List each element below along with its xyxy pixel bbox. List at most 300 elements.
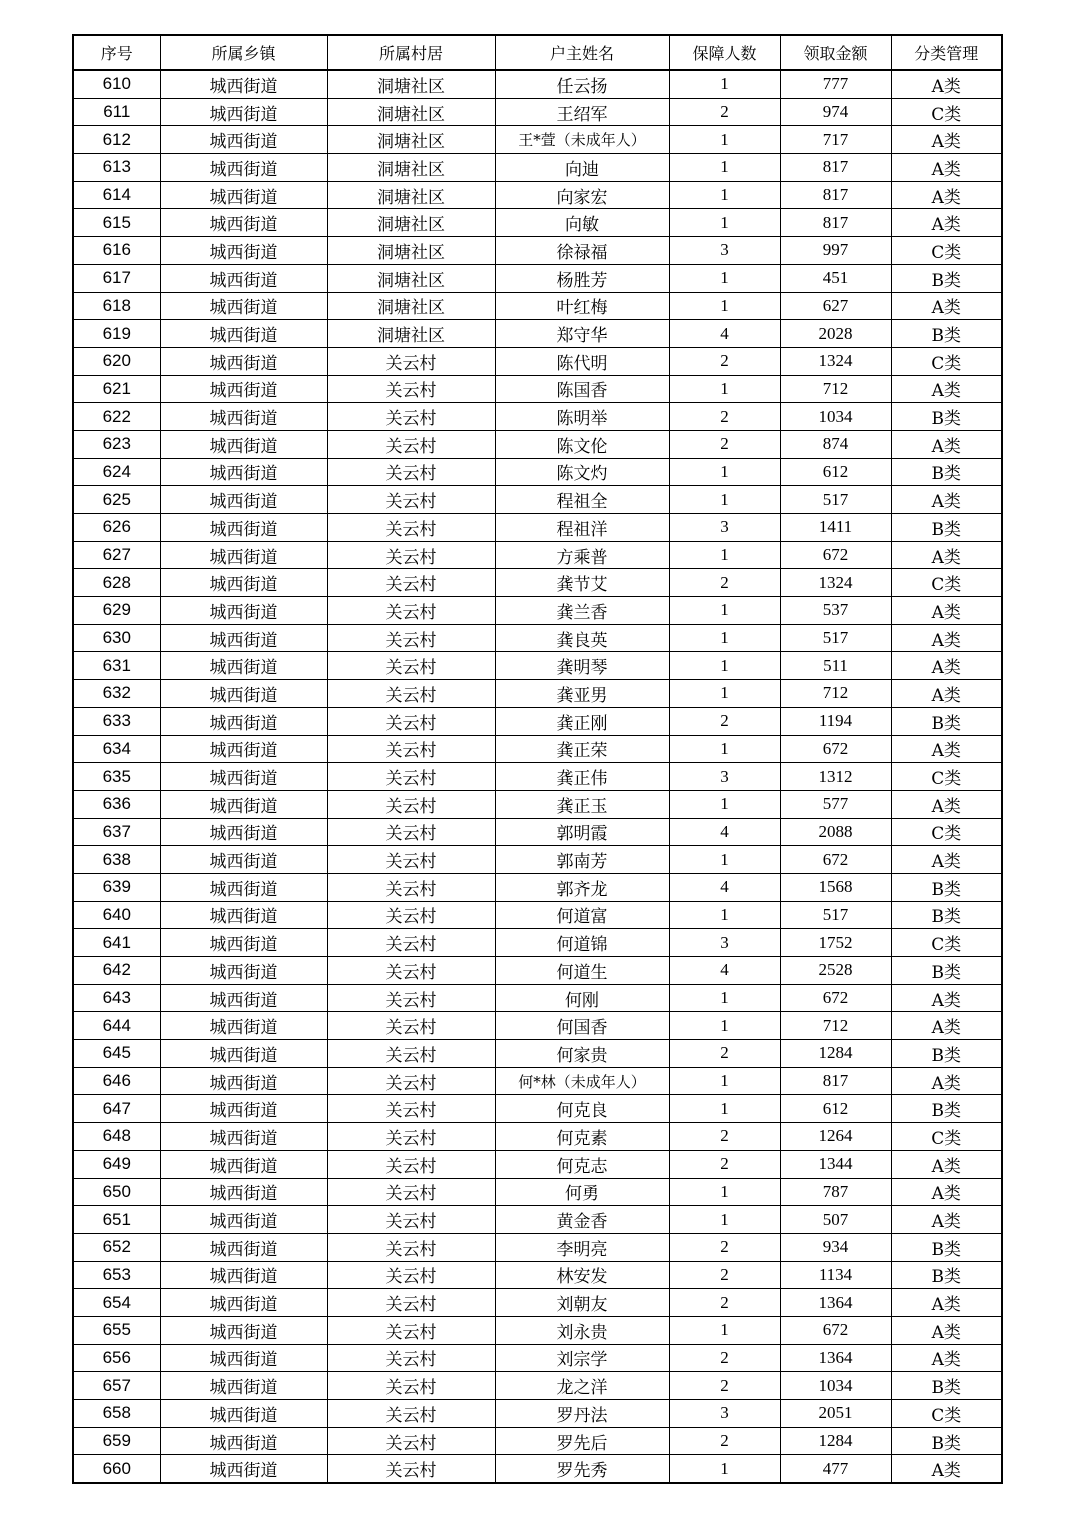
seq-cell: 653: [73, 1261, 160, 1289]
householder-cell: 何道生: [495, 957, 669, 985]
village-cell: 关云村: [327, 1012, 495, 1040]
amount-cell: 477: [780, 1455, 891, 1483]
township-cell: 城西街道: [160, 70, 327, 98]
seq-cell: 614: [73, 181, 160, 209]
amount-cell: 874: [780, 430, 891, 458]
header-seq: 序号: [73, 35, 160, 70]
table-row: [73, 514, 1002, 542]
village-cell: 洞塘社区: [327, 264, 495, 292]
seq-cell: 617: [73, 264, 160, 292]
table-row: [73, 1040, 1002, 1068]
persons-cell: 2: [669, 347, 780, 375]
township-cell: 城西街道: [160, 292, 327, 320]
village-cell: 关云村: [327, 818, 495, 846]
householder-cell: 程祖洋: [495, 514, 669, 542]
category-cell: B类: [891, 1427, 1002, 1455]
township-cell: 城西街道: [160, 569, 327, 597]
seq-cell: 632: [73, 680, 160, 708]
amount-cell: 1752: [780, 929, 891, 957]
amount-cell: 817: [780, 154, 891, 182]
village-cell: 关云村: [327, 403, 495, 431]
category-cell: B类: [891, 1233, 1002, 1261]
householder-cell: 龚正伟: [495, 763, 669, 791]
seq-cell: 619: [73, 320, 160, 348]
persons-cell: 1: [669, 901, 780, 929]
category-cell: A类: [891, 375, 1002, 403]
table-row: [73, 1455, 1002, 1483]
persons-cell: 1: [669, 597, 780, 625]
persons-cell: 2: [669, 1261, 780, 1289]
village-cell: 关云村: [327, 735, 495, 763]
amount-cell: 777: [780, 70, 891, 98]
township-cell: 城西街道: [160, 1123, 327, 1151]
persons-cell: 2: [669, 1344, 780, 1372]
township-cell: 城西街道: [160, 680, 327, 708]
amount-cell: 787: [780, 1178, 891, 1206]
persons-cell: 2: [669, 1040, 780, 1068]
persons-cell: 2: [669, 1372, 780, 1400]
township-cell: 城西街道: [160, 1427, 327, 1455]
seq-cell: 658: [73, 1400, 160, 1428]
householder-cell: 罗先后: [495, 1427, 669, 1455]
table-row: [73, 1095, 1002, 1123]
table-row: [73, 624, 1002, 652]
amount-cell: 1034: [780, 403, 891, 431]
category-cell: A类: [891, 735, 1002, 763]
category-cell: A类: [891, 1206, 1002, 1234]
householder-cell: 何克素: [495, 1123, 669, 1151]
amount-cell: 672: [780, 1316, 891, 1344]
category-cell: C类: [891, 818, 1002, 846]
category-cell: A类: [891, 846, 1002, 874]
amount-cell: 577: [780, 790, 891, 818]
seq-cell: 615: [73, 209, 160, 237]
persons-cell: 2: [669, 707, 780, 735]
village-cell: 关云村: [327, 1178, 495, 1206]
township-cell: 城西街道: [160, 597, 327, 625]
amount-cell: 2051: [780, 1400, 891, 1428]
township-cell: 城西街道: [160, 1206, 327, 1234]
seq-cell: 649: [73, 1150, 160, 1178]
amount-cell: 511: [780, 652, 891, 680]
township-cell: 城西街道: [160, 1178, 327, 1206]
seq-cell: 651: [73, 1206, 160, 1234]
village-cell: 关云村: [327, 1372, 495, 1400]
township-cell: 城西街道: [160, 375, 327, 403]
householder-cell: 何家贵: [495, 1040, 669, 1068]
category-cell: B类: [891, 1261, 1002, 1289]
village-cell: 关云村: [327, 957, 495, 985]
persons-cell: 1: [669, 70, 780, 98]
table-row: [73, 264, 1002, 292]
township-cell: 城西街道: [160, 1316, 327, 1344]
seq-cell: 613: [73, 154, 160, 182]
header-category: 分类管理: [891, 35, 1002, 70]
village-cell: 关云村: [327, 624, 495, 652]
village-cell: 洞塘社区: [327, 209, 495, 237]
table-row: [73, 846, 1002, 874]
seq-cell: 655: [73, 1316, 160, 1344]
category-cell: B类: [891, 320, 1002, 348]
householder-cell: 刘朝友: [495, 1289, 669, 1317]
persons-cell: 1: [669, 486, 780, 514]
table-row: [73, 70, 1002, 98]
table-row: [73, 1372, 1002, 1400]
seq-cell: 630: [73, 624, 160, 652]
table-row: [73, 1150, 1002, 1178]
amount-cell: 1568: [780, 873, 891, 901]
householder-cell: 何克良: [495, 1095, 669, 1123]
table-row: [73, 1178, 1002, 1206]
village-cell: 关云村: [327, 1123, 495, 1151]
persons-cell: 1: [669, 264, 780, 292]
village-cell: 洞塘社区: [327, 70, 495, 98]
category-cell: A类: [891, 430, 1002, 458]
seq-cell: 624: [73, 458, 160, 486]
table-row: [73, 98, 1002, 126]
amount-cell: 1312: [780, 763, 891, 791]
township-cell: 城西街道: [160, 1095, 327, 1123]
header-householder: 户主姓名: [495, 35, 669, 70]
seq-cell: 645: [73, 1040, 160, 1068]
householder-cell: 陈明举: [495, 403, 669, 431]
seq-cell: 643: [73, 984, 160, 1012]
householder-cell: 向敏: [495, 209, 669, 237]
householder-cell: 李明亮: [495, 1233, 669, 1261]
category-cell: A类: [891, 541, 1002, 569]
seq-cell: 654: [73, 1289, 160, 1317]
seq-cell: 628: [73, 569, 160, 597]
category-cell: A类: [891, 984, 1002, 1012]
amount-cell: 2028: [780, 320, 891, 348]
table-row: [73, 1012, 1002, 1040]
village-cell: 关云村: [327, 1150, 495, 1178]
amount-cell: 2528: [780, 957, 891, 985]
amount-cell: 507: [780, 1206, 891, 1234]
householder-cell: 何国香: [495, 1012, 669, 1040]
table-row: [73, 680, 1002, 708]
persons-cell: 1: [669, 1178, 780, 1206]
table-row: [73, 237, 1002, 265]
category-cell: B类: [891, 458, 1002, 486]
category-cell: C类: [891, 763, 1002, 791]
seq-cell: 633: [73, 707, 160, 735]
amount-cell: 672: [780, 541, 891, 569]
seq-cell: 639: [73, 873, 160, 901]
persons-cell: 2: [669, 98, 780, 126]
table-row: [73, 1067, 1002, 1095]
village-cell: 关云村: [327, 1261, 495, 1289]
householder-cell: 何刚: [495, 984, 669, 1012]
householder-cell: 向迪: [495, 154, 669, 182]
amount-cell: 1344: [780, 1150, 891, 1178]
persons-cell: 1: [669, 292, 780, 320]
seq-cell: 625: [73, 486, 160, 514]
category-cell: A类: [891, 790, 1002, 818]
category-cell: A类: [891, 652, 1002, 680]
village-cell: 洞塘社区: [327, 154, 495, 182]
village-cell: 关云村: [327, 1344, 495, 1372]
seq-cell: 611: [73, 98, 160, 126]
amount-cell: 517: [780, 486, 891, 514]
seq-cell: 638: [73, 846, 160, 874]
table-row: [73, 347, 1002, 375]
persons-cell: 1: [669, 735, 780, 763]
householder-cell: 陈文灼: [495, 458, 669, 486]
table-row: [73, 1261, 1002, 1289]
amount-cell: 712: [780, 375, 891, 403]
amount-cell: 517: [780, 624, 891, 652]
township-cell: 城西街道: [160, 209, 327, 237]
seq-cell: 660: [73, 1455, 160, 1483]
persons-cell: 1: [669, 624, 780, 652]
householder-cell: 黄金香: [495, 1206, 669, 1234]
householder-cell: 龚节艾: [495, 569, 669, 597]
village-cell: 关云村: [327, 458, 495, 486]
category-cell: B类: [891, 514, 1002, 542]
category-cell: C类: [891, 1123, 1002, 1151]
seq-cell: 635: [73, 763, 160, 791]
category-cell: A类: [891, 1178, 1002, 1206]
amount-cell: 712: [780, 1012, 891, 1040]
township-cell: 城西街道: [160, 430, 327, 458]
township-cell: 城西街道: [160, 624, 327, 652]
amount-cell: 1324: [780, 347, 891, 375]
persons-cell: 1: [669, 846, 780, 874]
township-cell: 城西街道: [160, 929, 327, 957]
amount-cell: 717: [780, 126, 891, 154]
table-row: [73, 873, 1002, 901]
category-cell: C类: [891, 347, 1002, 375]
amount-cell: 612: [780, 1095, 891, 1123]
village-cell: 关云村: [327, 1427, 495, 1455]
township-cell: 城西街道: [160, 1289, 327, 1317]
village-cell: 关云村: [327, 929, 495, 957]
township-cell: 城西街道: [160, 901, 327, 929]
table-row: [73, 763, 1002, 791]
table-row: [73, 901, 1002, 929]
header-township: 所属乡镇: [160, 35, 327, 70]
seq-cell: 657: [73, 1372, 160, 1400]
category-cell: A类: [891, 1067, 1002, 1095]
amount-cell: 997: [780, 237, 891, 265]
amount-cell: 1284: [780, 1040, 891, 1068]
householder-cell: 龚正刚: [495, 707, 669, 735]
seq-cell: 631: [73, 652, 160, 680]
persons-cell: 1: [669, 375, 780, 403]
township-cell: 城西街道: [160, 1400, 327, 1428]
householder-cell: 罗丹法: [495, 1400, 669, 1428]
persons-cell: 4: [669, 957, 780, 985]
township-cell: 城西街道: [160, 957, 327, 985]
amount-cell: 2088: [780, 818, 891, 846]
village-cell: 关云村: [327, 1067, 495, 1095]
persons-cell: 2: [669, 1150, 780, 1178]
township-cell: 城西街道: [160, 846, 327, 874]
householder-cell: 任云扬: [495, 70, 669, 98]
category-cell: A类: [891, 1455, 1002, 1483]
householder-cell: 何*林（未成年人）: [495, 1067, 669, 1095]
seq-cell: 622: [73, 403, 160, 431]
category-cell: B类: [891, 707, 1002, 735]
township-cell: 城西街道: [160, 984, 327, 1012]
township-cell: 城西街道: [160, 1012, 327, 1040]
township-cell: 城西街道: [160, 458, 327, 486]
village-cell: 关云村: [327, 846, 495, 874]
table-row: [73, 1344, 1002, 1372]
township-cell: 城西街道: [160, 264, 327, 292]
persons-cell: 2: [669, 1123, 780, 1151]
seq-cell: 640: [73, 901, 160, 929]
table-row: [73, 1316, 1002, 1344]
seq-cell: 648: [73, 1123, 160, 1151]
village-cell: 关云村: [327, 1400, 495, 1428]
document-sheet: [72, 34, 1003, 1484]
householder-cell: 陈文伦: [495, 430, 669, 458]
seq-cell: 646: [73, 1067, 160, 1095]
persons-cell: 4: [669, 818, 780, 846]
householder-cell: 徐禄福: [495, 237, 669, 265]
table-row: [73, 929, 1002, 957]
village-cell: 关云村: [327, 1233, 495, 1261]
village-cell: 关云村: [327, 763, 495, 791]
table-row: [73, 597, 1002, 625]
village-cell: 关云村: [327, 541, 495, 569]
householder-cell: 何道锦: [495, 929, 669, 957]
category-cell: A类: [891, 70, 1002, 98]
amount-cell: 627: [780, 292, 891, 320]
category-cell: A类: [891, 624, 1002, 652]
persons-cell: 4: [669, 873, 780, 901]
township-cell: 城西街道: [160, 320, 327, 348]
seq-cell: 637: [73, 818, 160, 846]
category-cell: C类: [891, 929, 1002, 957]
category-cell: B类: [891, 1040, 1002, 1068]
table-row: [73, 707, 1002, 735]
householder-cell: 何道富: [495, 901, 669, 929]
village-cell: 关云村: [327, 680, 495, 708]
village-cell: 洞塘社区: [327, 320, 495, 348]
category-cell: C类: [891, 569, 1002, 597]
seq-cell: 629: [73, 597, 160, 625]
persons-cell: 1: [669, 652, 780, 680]
seq-cell: 644: [73, 1012, 160, 1040]
householder-cell: 郭南芳: [495, 846, 669, 874]
category-cell: B类: [891, 264, 1002, 292]
persons-cell: 1: [669, 1067, 780, 1095]
village-cell: 洞塘社区: [327, 98, 495, 126]
seq-cell: 650: [73, 1178, 160, 1206]
header-village: 所属村居: [327, 35, 495, 70]
persons-cell: 3: [669, 929, 780, 957]
householder-cell: 龚良英: [495, 624, 669, 652]
seq-cell: 652: [73, 1233, 160, 1261]
table-row: [73, 181, 1002, 209]
householder-cell: 龙之洋: [495, 1372, 669, 1400]
village-cell: 关云村: [327, 430, 495, 458]
village-cell: 关云村: [327, 514, 495, 542]
householder-cell: 郭齐龙: [495, 873, 669, 901]
table-row: [73, 458, 1002, 486]
category-cell: C类: [891, 237, 1002, 265]
amount-cell: 1034: [780, 1372, 891, 1400]
table-row: [73, 375, 1002, 403]
seq-cell: 620: [73, 347, 160, 375]
township-cell: 城西街道: [160, 652, 327, 680]
township-cell: 城西街道: [160, 154, 327, 182]
category-cell: A类: [891, 1289, 1002, 1317]
township-cell: 城西街道: [160, 1150, 327, 1178]
householder-cell: 刘永贵: [495, 1316, 669, 1344]
persons-cell: 1: [669, 1206, 780, 1234]
category-cell: B类: [891, 1372, 1002, 1400]
table-row: [73, 1289, 1002, 1317]
township-cell: 城西街道: [160, 790, 327, 818]
persons-cell: 1: [669, 1012, 780, 1040]
category-cell: A类: [891, 1012, 1002, 1040]
category-cell: A类: [891, 1150, 1002, 1178]
table-row: [73, 1123, 1002, 1151]
persons-cell: 1: [669, 458, 780, 486]
category-cell: A类: [891, 1344, 1002, 1372]
village-cell: 关云村: [327, 375, 495, 403]
table-row: [73, 735, 1002, 763]
village-cell: 关云村: [327, 597, 495, 625]
amount-cell: 974: [780, 98, 891, 126]
township-cell: 城西街道: [160, 1344, 327, 1372]
table-row: [73, 1233, 1002, 1261]
table-row: [73, 430, 1002, 458]
amount-cell: 817: [780, 209, 891, 237]
village-cell: 洞塘社区: [327, 181, 495, 209]
table-row: [73, 209, 1002, 237]
amount-cell: 672: [780, 846, 891, 874]
table-row: [73, 292, 1002, 320]
table-row: [73, 818, 1002, 846]
category-cell: B类: [891, 873, 1002, 901]
householder-cell: 陈国香: [495, 375, 669, 403]
category-cell: B类: [891, 403, 1002, 431]
householder-cell: 王*萱（未成年人）: [495, 126, 669, 154]
category-cell: A类: [891, 126, 1002, 154]
amount-cell: 1134: [780, 1261, 891, 1289]
village-cell: 洞塘社区: [327, 292, 495, 320]
village-cell: 洞塘社区: [327, 126, 495, 154]
assistance-table: [72, 34, 1003, 1484]
persons-cell: 1: [669, 1095, 780, 1123]
village-cell: 关云村: [327, 652, 495, 680]
persons-cell: 3: [669, 1400, 780, 1428]
seq-cell: 612: [73, 126, 160, 154]
persons-cell: 2: [669, 1289, 780, 1317]
village-cell: 关云村: [327, 1206, 495, 1234]
persons-cell: 2: [669, 1427, 780, 1455]
category-cell: A类: [891, 1316, 1002, 1344]
seq-cell: 659: [73, 1427, 160, 1455]
seq-cell: 623: [73, 430, 160, 458]
amount-cell: 1364: [780, 1344, 891, 1372]
persons-cell: 1: [669, 1455, 780, 1483]
header-persons: 保障人数: [669, 35, 780, 70]
amount-cell: 672: [780, 984, 891, 1012]
table-row: [73, 569, 1002, 597]
persons-cell: 2: [669, 569, 780, 597]
seq-cell: 641: [73, 929, 160, 957]
category-cell: A类: [891, 292, 1002, 320]
householder-cell: 郑守华: [495, 320, 669, 348]
amount-cell: 612: [780, 458, 891, 486]
householder-cell: 何克志: [495, 1150, 669, 1178]
